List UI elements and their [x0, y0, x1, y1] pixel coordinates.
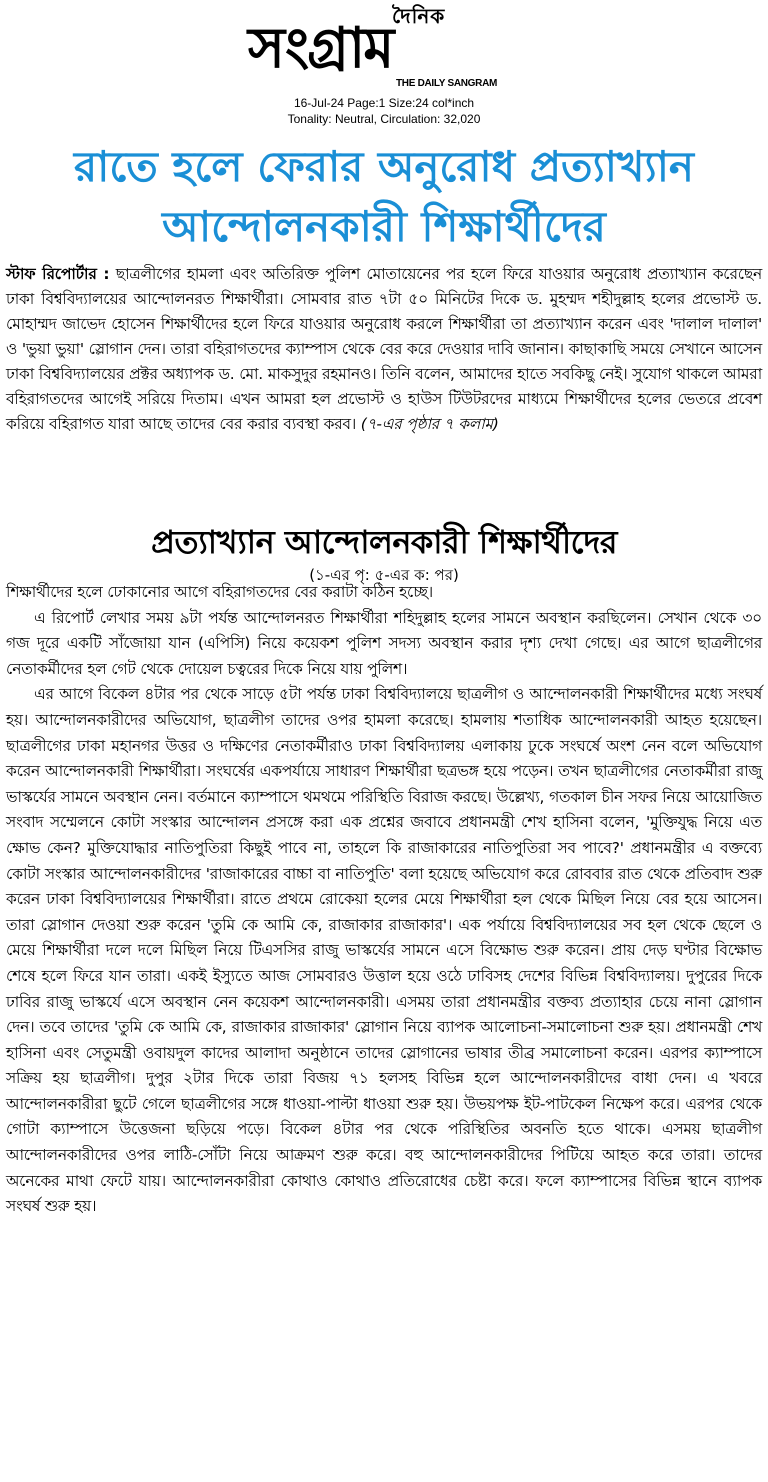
intro-text: ছাত্রলীগের হামলা এবং অতিরিক্ত পুলিশ মোতায়েনের পর হলে ফিরে যাওয়ার অনুরোধ প্রত্যাখ্যান করেছেন ঢাকা বিশ্ববিদ্যালয়ের আন্দোলনরত শিক্ষার্থীরা। সোমবার রাত ৭টা ৫০ মিনিটের দিকে ড. মুহম্মদ শহীদুল্লাহ হলের প্রভোস্ট ড. মোহাম্মদ জাভেদ হোসেন শিক্ষার্থীদের হলে ফিরে যাওয়ার অনুরোধ করলে শিক্ষার্থীরা তা প্রত্যাখ্যান করেন এবং 'দালাল দালাল' ও 'ভুয়া ভুয়া' স্লোগান দেন। তারা বহিরাগতদের ক্যাম্পাস থেকে বের করে দেওয়ার দাবি জানান। কাছাকাছি সময়ে সেখানে আসেন ঢাকা বিশ্ববিদ্যালয়ের প্রক্টর অধ্যাপক ড. মো. মাকসুদুর রহমানও। তিনি বলেন, আমাদের হাতে সবকিছু নেই। সুযোগ থাকলে আমরা বহিরাগতদের আগেই সরিয়ে দিতাম। এখন আমরা হল প্রভোস্ট ও হাউস টিউটরদের মাধ্যমে শিক্ষার্থীদের হলের ভেতরে প্রবেশ করিয়ে বহিরাগত যারা আছে তাদের বের করার ব্যবস্থা করব। — [6, 265, 763, 433]
jump-reference: (৭-এর পৃষ্ঠার ৭ কলাম) — [360, 415, 499, 433]
clipping-meta-tonality: Tonality: Neutral, Circulation: 32,020 — [287, 112, 481, 126]
clipping-meta-date: 16-Jul-24 Page:1 Size:24 col*inch — [293, 96, 475, 110]
masthead — [0, 0, 768, 140]
masthead-prefix: দৈনিক — [392, 4, 446, 28]
continuation-title: প্রত্যাখ্যান আন্দোলনকারী শিক্ষার্থীদের — [151, 523, 617, 561]
body-paragraph: এর আগে বিকেল ৪টার পর থেকে সাড়ে ৫টা পর্যন্ত ঢাকা বিশ্ববিদ্যালয়ে ছাত্রলীগ ও আন্দোলনকারী শিক্ষার্থীদের মধ্যে সংঘর্ষ হয়। আন্দোলনকারীদের অভিযোগ, ছাত্রলীগ তাদের ওপর হামলা করেছে। হামলায় শতাধিক আন্দোলনকারী আহত হয়েছেন। ছাত্রলীগের ঢাকা মহানগর উত্তর ও দক্ষিণের নেতাকর্মীরাও ঢাকা বিশ্ববিদ্যালয় এলাকায় ঢুকে সংঘর্ষে অংশ নেন বলে অভিযোগ করেন আন্দোলনকারী শিক্ষার্থীরা। সংঘর্ষের একপর্যায়ে সাধারণ শিক্ষার্থীরা ছত্রভঙ্গ হয়ে পড়েন। তখন ছাত্রলীগের নেতাকর্মীরা রাজু ভাস্কর্যের সামনে অবস্থান নেন। বর্তমানে ক্যাম্পাসে থমথমে পরিস্থিতি বিরাজ করছে। উল্লেখ্য, গতকাল চীন সফর নিয়ে আয়োজিত সংবাদ সম্মেলনে কোটা সংস্কার আন্দোলন প্রসঙ্গে করা এক প্রশ্নের জবাবে প্রধানমন্ত্রী শেখ হাসিনা বলেন, 'মুক্তিযুদ্ধ নিয়ে এত ক্ষোভ কেন? মুক্তিযোদ্ধার নাতিপুতিরা কিছুই পাবে না, তাহলে কি রাজাকারের নাতিপুতিরা সব পাবে?' প্রধানমন্ত্রীর এ বক্তব্যে কোটা সংস্কার আন্দোলনকারীদের 'রাজাকারের বাচ্চা বা নাতিপুতি' বলা হয়েছে অভিযোগ করে রোববার রাত থেকে প্রতিবাদ শুরু করেন ঢাকা বিশ্ববিদ্যালয়ের শিক্ষার্থীরা। রাতে প্রথমে রোকেয়া হলের মেয়ে শিক্ষার্থীরা হল থেকে মিছিল নিয়ে বের হয়ে আসেন। তারা স্লোগান দেওয়া শুরু করেন 'তুমি কে আমি কে, রাজাকার রাজাকার'। এক পর্যায়ে বিশ্ববিদ্যালয়ের সব হল থেকে ছেলে ও মেয়ে শিক্ষার্থীরা দলে দলে মিছিল নিয়ে টিএসসির রাজু ভাস্কর্যের সামনে এসে বিক্ষোভ শুরু করেন। প্রায় দেড় ঘণ্টার বিক্ষোভ শেষে হলে ফিরে যান তারা। একই ইস্যুতে আজ সোমবারও উত্তাল হয়ে ওঠে ঢাবিসহ দেশের বিভিন্ন বিশ্ববিদ্যালয়। দুপুরের দিকে ঢাবির রাজু ভাস্কর্যে এসে অবস্থান নেন কয়েকশ আন্দোলনকারী। এসময় তারা প্রধানমন্ত্রীর বক্তব্য প্রত্যাহার চেয়ে নানা স্লোগান দেন। তবে তাদের 'তুমি কে আমি কে, রাজাকার রাজাকার' স্লোগান নিয়ে ব্যাপক আলোচনা-সমালোচনা শুরু হয়। প্রধানমন্ত্রী শেখ হাসিনা এবং সেতুমন্ত্রী ওবায়দুল কাদের আলাদা অনুষ্ঠানে তাদের স্লোগানের ভাষার তীব্র সমালোচনা করেন। এরপর ক্যাম্পাসে সক্রিয় হয় ছাত্রলীগ। দুপুর ২টার দিকে তারা বিজয় ৭১ হলসহ বিভিন্ন হলে আন্দোলনকারীদের বাধা দেন। এ খবরে আন্দোলনকারীরা ছুটে গেলে ছাত্রলীগের সঙ্গে ধাওয়া-পাল্টা ধাওয়া শুরু হয়। উভয়পক্ষ ইট-পাটকেল নিক্ষেপ করে। এরপর থেকে গোটা ক্যাম্পাসে উত্তেজনা ছড়িয়ে পড়ে। বিকেল ৪টার পর থেকে পরিস্থিতির অবনতি হতে থাকে। এসময় ছাত্রলীগ আন্দোলনকারীদের ওপর লাঠি-সোঁটা নিয়ে আক্রমণ শুরু করে। বহু আন্দোলনকারীদের পিটিয়ে আহত করে তারা। তাদের অনেকের মাথা ফেটে যায়। আন্দোলনকারীরা কোথাও কোথাও প্রতিরোধের চেষ্টা করে। ফলে ক্যাম্পাসের বিভিন্ন স্থানে ব্যাপক সংঘর্ষ শুরু হয়। — [6, 685, 762, 1216]
masthead-logo: সংগ্রাম — [248, 15, 393, 81]
headline-line-1: রাতে হলে ফেরার অনুরোধ প্রত্যাখ্যান — [74, 142, 694, 191]
masthead-english-name: THE DAILY SANGRAM — [396, 78, 498, 89]
body-paragraph: এ রিপোর্ট লেখার সময় ৯টা পর্যন্ত আন্দোলনরত শিক্ষার্থীরা শহিদুল্লাহ হলের সামনে অবস্থান করছিলেন। সেখান থেকে ৩০ গজ দূরে একটি সাঁজোয়া যান (এপিসি) নিয়ে কয়েকশ পুলিশ সদস্য অবস্থান করার দৃশ্য দেখা গেছে। এর আগে ছাত্রলীগের নেতাকর্মীদের হল গেট থেকে দোয়েল চত্বরের দিকে নিয়ে যায় পুলিশ। — [6, 608, 762, 678]
body-paragraph: শিক্ষার্থীদের হলে ঢোকানোর আগে বহিরাগতদের বের করাটা কঠিন হচ্ছে। — [6, 583, 433, 601]
article-body — [6, 580, 762, 1220]
byline: স্টাফ রিপোর্টার : — [6, 265, 110, 283]
intro-paragraph — [6, 262, 762, 437]
continuation-from: (১-এর পৃ: ৫-এর ক: পর) — [309, 566, 459, 584]
headline-line-2: আন্দোলনকারী শিক্ষার্থীদের — [162, 202, 606, 251]
